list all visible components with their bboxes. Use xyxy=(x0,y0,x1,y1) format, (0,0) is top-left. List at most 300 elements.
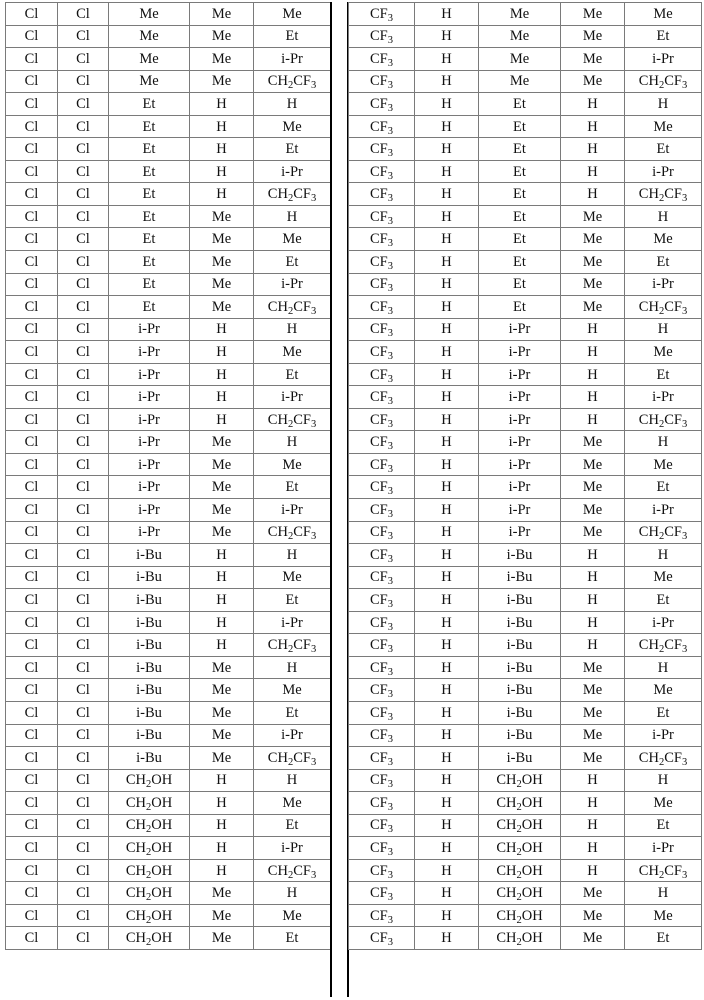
table-cell-r2: Cl xyxy=(58,3,109,26)
table-cell-r5: $CH_2CF_3$ xyxy=(254,634,331,657)
table-cell-r5: Me xyxy=(254,115,331,138)
table-cell-r2: Cl xyxy=(58,566,109,589)
table-cell-r2: Cl xyxy=(58,183,109,206)
table-cell-r1: Cl xyxy=(6,814,58,837)
table-cell-r3: Et xyxy=(109,160,190,183)
table-divider-left xyxy=(330,2,332,997)
table-cell-r2: H xyxy=(415,408,479,431)
table-cell-r3: i-Pr xyxy=(109,408,190,431)
table-row xyxy=(349,882,702,905)
table-cell-r5: H xyxy=(254,544,331,567)
table-cell-r3: i-Pr xyxy=(479,499,561,522)
table-cell-r1: Cl xyxy=(6,25,58,48)
table-cell-r1: $CF_3$ xyxy=(349,138,415,161)
table-cell-r4: H xyxy=(190,183,254,206)
table-cell-r5: i-Pr xyxy=(625,48,702,71)
table-cell-r2: Cl xyxy=(58,589,109,612)
table-cell-r2: H xyxy=(415,251,479,274)
table-cell-r1: Cl xyxy=(6,160,58,183)
table-cell-r1: $CF_3$ xyxy=(349,927,415,950)
table-cell-r2: H xyxy=(415,476,479,499)
table-cell-r2: Cl xyxy=(58,792,109,815)
table-cell-r3: Et xyxy=(109,115,190,138)
table-cell-r1: $CF_3$ xyxy=(349,228,415,251)
table-cell-r2: H xyxy=(415,48,479,71)
table-cell-r5: Me xyxy=(625,341,702,364)
table-cell-r4: H xyxy=(561,160,625,183)
table-cell-r5: $CH_2CF_3$ xyxy=(625,859,702,882)
table-cell-r3: i-Bu xyxy=(479,656,561,679)
table-cell-r1: Cl xyxy=(6,882,58,905)
table-row xyxy=(6,634,331,657)
table-cell-r3: $CH_2OH$ xyxy=(479,769,561,792)
table-cell-r5: Me xyxy=(254,453,331,476)
table-cell-r5: i-Pr xyxy=(625,611,702,634)
table-cell-r5: i-Pr xyxy=(625,386,702,409)
table-cell-r3: Et xyxy=(479,115,561,138)
table-cell-r2: Cl xyxy=(58,251,109,274)
table-cell-r2: Cl xyxy=(58,431,109,454)
table-cell-r5: Et xyxy=(254,363,331,386)
table-cell-r2: H xyxy=(415,499,479,522)
table-cell-r5: Et xyxy=(254,476,331,499)
table-cell-r5: $CH_2CF_3$ xyxy=(625,408,702,431)
table-cell-r3: Et xyxy=(109,228,190,251)
table-cell-r2: Cl xyxy=(58,747,109,770)
table-cell-r2: H xyxy=(415,634,479,657)
table-cell-r5: Me xyxy=(625,3,702,26)
table-cell-r1: Cl xyxy=(6,386,58,409)
table-cell-r1: $CF_3$ xyxy=(349,25,415,48)
table-row xyxy=(349,792,702,815)
table-cell-r1: Cl xyxy=(6,656,58,679)
table-row xyxy=(349,747,702,770)
table-cell-r5: Me xyxy=(625,566,702,589)
table-cell-r1: Cl xyxy=(6,363,58,386)
table-row xyxy=(349,408,702,431)
substituent-table-right xyxy=(348,2,702,950)
table-cell-r1: Cl xyxy=(6,611,58,634)
table-cell-r5: H xyxy=(254,205,331,228)
table-cell-r4: H xyxy=(190,566,254,589)
table-cell-r2: H xyxy=(415,386,479,409)
table-cell-r5: Et xyxy=(254,251,331,274)
table-row xyxy=(349,499,702,522)
table-cell-r1: Cl xyxy=(6,634,58,657)
table-row xyxy=(349,318,702,341)
table-row xyxy=(6,318,331,341)
table-cell-r1: $CF_3$ xyxy=(349,70,415,93)
table-cell-r1: Cl xyxy=(6,589,58,612)
table-cell-r2: H xyxy=(415,3,479,26)
table-cell-r1: $CF_3$ xyxy=(349,318,415,341)
table-cell-r4: Me xyxy=(190,431,254,454)
table-cell-r5: H xyxy=(625,544,702,567)
table-cell-r3: i-Pr xyxy=(479,476,561,499)
table-cell-r5: H xyxy=(254,882,331,905)
table-row xyxy=(6,205,331,228)
table-cell-r5: i-Pr xyxy=(625,837,702,860)
table-row xyxy=(349,93,702,116)
table-cell-r3: $CH_2OH$ xyxy=(479,792,561,815)
table-cell-r3: $CH_2OH$ xyxy=(109,837,190,860)
table-row xyxy=(6,93,331,116)
table-cell-r3: $CH_2OH$ xyxy=(479,859,561,882)
table-row xyxy=(349,386,702,409)
table-cell-r3: Me xyxy=(109,70,190,93)
table-cell-r1: Cl xyxy=(6,48,58,71)
table-cell-r5: i-Pr xyxy=(625,499,702,522)
table-cell-r4: H xyxy=(190,792,254,815)
table-cell-r4: H xyxy=(561,837,625,860)
table-row xyxy=(6,656,331,679)
table-cell-r1: Cl xyxy=(6,251,58,274)
table-row xyxy=(6,769,331,792)
table-cell-r4: Me xyxy=(190,251,254,274)
table-cell-r5: Et xyxy=(625,589,702,612)
table-cell-r1: Cl xyxy=(6,769,58,792)
table-cell-r3: i-Pr xyxy=(109,476,190,499)
table-row xyxy=(6,115,331,138)
table-cell-r4: H xyxy=(561,589,625,612)
table-row xyxy=(6,453,331,476)
table-row xyxy=(349,521,702,544)
table-row xyxy=(349,724,702,747)
table-cell-r3: Et xyxy=(479,296,561,319)
table-cell-r3: Et xyxy=(479,183,561,206)
table-row xyxy=(349,837,702,860)
table-cell-r1: $CF_3$ xyxy=(349,160,415,183)
table-row xyxy=(349,138,702,161)
table-cell-r4: Me xyxy=(190,747,254,770)
table-cell-r2: Cl xyxy=(58,837,109,860)
table-cell-r5: Et xyxy=(254,25,331,48)
table-cell-r2: H xyxy=(415,724,479,747)
table-row xyxy=(349,611,702,634)
table-row xyxy=(349,183,702,206)
table-cell-r3: i-Pr xyxy=(479,431,561,454)
table-row xyxy=(6,814,331,837)
table-cell-r2: H xyxy=(415,792,479,815)
table-cell-r1: $CF_3$ xyxy=(349,814,415,837)
table-cell-r5: Et xyxy=(625,25,702,48)
table-cell-r3: i-Pr xyxy=(109,431,190,454)
table-cell-r1: $CF_3$ xyxy=(349,431,415,454)
table-row xyxy=(6,724,331,747)
table-cell-r2: H xyxy=(415,453,479,476)
table-cell-r2: H xyxy=(415,296,479,319)
table-cell-r3: Et xyxy=(109,251,190,274)
table-cell-r5: Me xyxy=(254,3,331,26)
table-cell-r2: H xyxy=(415,589,479,612)
table-cell-r4: Me xyxy=(561,273,625,296)
table-cell-r4: H xyxy=(561,408,625,431)
table-cell-r4: H xyxy=(561,386,625,409)
table-row xyxy=(349,566,702,589)
table-cell-r1: Cl xyxy=(6,701,58,724)
table-cell-r3: i-Pr xyxy=(479,521,561,544)
table-cell-r3: Et xyxy=(479,228,561,251)
table-row xyxy=(349,904,702,927)
table-cell-r2: H xyxy=(415,138,479,161)
table-cell-r4: Me xyxy=(190,205,254,228)
table-cell-r3: i-Bu xyxy=(479,589,561,612)
table-cell-r2: H xyxy=(415,882,479,905)
table-cell-r1: $CF_3$ xyxy=(349,476,415,499)
table-cell-r5: H xyxy=(254,318,331,341)
table-cell-r2: Cl xyxy=(58,48,109,71)
table-cell-r4: Me xyxy=(561,25,625,48)
table-cell-r2: Cl xyxy=(58,273,109,296)
table-cell-r2: Cl xyxy=(58,701,109,724)
table-cell-r5: Me xyxy=(625,453,702,476)
table-cell-r5: $CH_2CF_3$ xyxy=(625,70,702,93)
table-cell-r4: H xyxy=(561,341,625,364)
table-row xyxy=(349,3,702,26)
table-row xyxy=(349,363,702,386)
table-cell-r3: i-Pr xyxy=(109,363,190,386)
table-row xyxy=(349,544,702,567)
table-cell-r3: i-Bu xyxy=(109,611,190,634)
table-cell-r3: $CH_2OH$ xyxy=(479,904,561,927)
table-cell-r2: H xyxy=(415,93,479,116)
table-cell-r2: H xyxy=(415,70,479,93)
table-cell-r4: Me xyxy=(190,521,254,544)
table-cell-r3: i-Pr xyxy=(109,453,190,476)
table-cell-r2: Cl xyxy=(58,408,109,431)
table-cell-r1: Cl xyxy=(6,115,58,138)
table-cell-r4: H xyxy=(561,769,625,792)
table-cell-r5: $CH_2CF_3$ xyxy=(254,408,331,431)
table-cell-r2: Cl xyxy=(58,386,109,409)
table-cell-r4: Me xyxy=(561,251,625,274)
table-cell-r3: $CH_2OH$ xyxy=(479,927,561,950)
table-cell-r1: $CF_3$ xyxy=(349,679,415,702)
table-cell-r2: Cl xyxy=(58,476,109,499)
table-cell-r5: H xyxy=(625,656,702,679)
table-cell-r5: i-Pr xyxy=(254,160,331,183)
table-row xyxy=(6,341,331,364)
table-cell-r2: Cl xyxy=(58,453,109,476)
table-row xyxy=(6,48,331,71)
table-cell-r5: Me xyxy=(254,904,331,927)
table-cell-r1: Cl xyxy=(6,318,58,341)
table-cell-r3: i-Bu xyxy=(109,544,190,567)
table-cell-r1: $CF_3$ xyxy=(349,837,415,860)
table-cell-r1: Cl xyxy=(6,521,58,544)
table-cell-r4: Me xyxy=(561,747,625,770)
table-cell-r3: i-Pr xyxy=(479,363,561,386)
table-cell-r1: $CF_3$ xyxy=(349,904,415,927)
table-cell-r4: Me xyxy=(190,228,254,251)
table-cell-r5: Et xyxy=(254,814,331,837)
table-cell-r4: Me xyxy=(561,724,625,747)
table-row xyxy=(6,859,331,882)
table-row xyxy=(6,747,331,770)
table-cell-r1: $CF_3$ xyxy=(349,408,415,431)
table-cell-r5: Et xyxy=(254,927,331,950)
table-cell-r2: H xyxy=(415,679,479,702)
table-cell-r1: $CF_3$ xyxy=(349,453,415,476)
table-cell-r3: Me xyxy=(109,48,190,71)
table-cell-r2: Cl xyxy=(58,544,109,567)
table-cell-r3: Et xyxy=(109,296,190,319)
table-cell-r2: H xyxy=(415,363,479,386)
table-row xyxy=(6,3,331,26)
table-cell-r5: Me xyxy=(254,341,331,364)
table-cell-r5: $CH_2CF_3$ xyxy=(254,183,331,206)
table-cell-r3: Et xyxy=(479,273,561,296)
table-cell-r4: H xyxy=(190,115,254,138)
table-cell-r2: Cl xyxy=(58,679,109,702)
table-cell-r2: H xyxy=(415,115,479,138)
table-cell-r5: Et xyxy=(625,363,702,386)
table-cell-r1: Cl xyxy=(6,183,58,206)
table-cell-r1: $CF_3$ xyxy=(349,296,415,319)
table-row xyxy=(6,521,331,544)
table-cell-r5: $CH_2CF_3$ xyxy=(254,70,331,93)
table-cell-r1: $CF_3$ xyxy=(349,724,415,747)
table-cell-r1: $CF_3$ xyxy=(349,566,415,589)
table-cell-r4: Me xyxy=(190,476,254,499)
table-cell-r3: i-Bu xyxy=(109,701,190,724)
table-cell-r5: Et xyxy=(625,138,702,161)
table-cell-r5: Et xyxy=(254,701,331,724)
table-cell-r3: Me xyxy=(479,3,561,26)
table-cell-r2: H xyxy=(415,544,479,567)
table-cell-r1: Cl xyxy=(6,679,58,702)
table-cell-r2: H xyxy=(415,927,479,950)
table-row xyxy=(349,205,702,228)
table-row xyxy=(349,228,702,251)
table-cell-r5: H xyxy=(254,93,331,116)
table-cell-r1: $CF_3$ xyxy=(349,93,415,116)
table-cell-r4: H xyxy=(561,859,625,882)
table-cell-r4: H xyxy=(190,769,254,792)
table-cell-r3: Et xyxy=(109,138,190,161)
table-row xyxy=(349,589,702,612)
table-cell-r5: Et xyxy=(625,814,702,837)
table-cell-r1: $CF_3$ xyxy=(349,701,415,724)
table-row xyxy=(349,273,702,296)
table-row xyxy=(6,408,331,431)
table-cell-r5: Et xyxy=(625,476,702,499)
table-cell-r3: Me xyxy=(109,3,190,26)
table-cell-r5: i-Pr xyxy=(625,273,702,296)
table-cell-r5: Me xyxy=(625,115,702,138)
table-cell-r4: H xyxy=(190,363,254,386)
table-row xyxy=(349,341,702,364)
table-cell-r1: Cl xyxy=(6,3,58,26)
table-cell-r2: Cl xyxy=(58,205,109,228)
table-cell-r3: i-Bu xyxy=(479,747,561,770)
table-row xyxy=(349,701,702,724)
table-cell-r3: i-Bu xyxy=(479,701,561,724)
table-cell-r3: i-Pr xyxy=(479,318,561,341)
table-row xyxy=(6,837,331,860)
table-row xyxy=(6,499,331,522)
table-row xyxy=(6,792,331,815)
table-cell-r3: $CH_2OH$ xyxy=(109,814,190,837)
table-row xyxy=(349,859,702,882)
table-cell-r3: $CH_2OH$ xyxy=(109,927,190,950)
table-cell-r3: $CH_2OH$ xyxy=(109,792,190,815)
table-cell-r4: H xyxy=(190,408,254,431)
table-row xyxy=(349,476,702,499)
table-cell-r4: Me xyxy=(561,476,625,499)
table-cell-r4: H xyxy=(561,792,625,815)
table-cell-r5: i-Pr xyxy=(254,273,331,296)
table-cell-r1: Cl xyxy=(6,859,58,882)
table-cell-r1: $CF_3$ xyxy=(349,115,415,138)
table-cell-r4: Me xyxy=(561,499,625,522)
table-cell-r4: H xyxy=(561,183,625,206)
table-cell-r3: $CH_2OH$ xyxy=(479,882,561,905)
table-cell-r1: Cl xyxy=(6,927,58,950)
table-cell-r5: $CH_2CF_3$ xyxy=(254,521,331,544)
table-cell-r4: Me xyxy=(190,904,254,927)
table-cell-r5: i-Pr xyxy=(254,724,331,747)
table-cell-r2: H xyxy=(415,814,479,837)
table-cell-r1: $CF_3$ xyxy=(349,656,415,679)
table-cell-r3: i-Pr xyxy=(479,386,561,409)
table-cell-r2: H xyxy=(415,566,479,589)
table-row xyxy=(6,611,331,634)
table-cell-r1: Cl xyxy=(6,453,58,476)
table-cell-r1: Cl xyxy=(6,296,58,319)
table-cell-r1: $CF_3$ xyxy=(349,273,415,296)
table-cell-r5: H xyxy=(625,769,702,792)
table-cell-r5: H xyxy=(254,656,331,679)
table-cell-r4: Me xyxy=(561,904,625,927)
table-cell-r3: Et xyxy=(109,183,190,206)
table-cell-r3: i-Pr xyxy=(479,453,561,476)
table-cell-r4: H xyxy=(561,634,625,657)
table-cell-r4: Me xyxy=(561,228,625,251)
table-cell-r2: Cl xyxy=(58,70,109,93)
table-cell-r4: H xyxy=(190,138,254,161)
table-cell-r4: Me xyxy=(190,927,254,950)
table-cell-r3: i-Bu xyxy=(109,589,190,612)
table-cell-r4: H xyxy=(190,93,254,116)
table-cell-r5: Me xyxy=(254,228,331,251)
table-cell-r1: $CF_3$ xyxy=(349,386,415,409)
table-cell-r4: Me xyxy=(561,296,625,319)
table-cell-r4: Me xyxy=(190,70,254,93)
table-row xyxy=(6,904,331,927)
table-cell-r1: Cl xyxy=(6,408,58,431)
substituent-table-left xyxy=(5,2,331,950)
table-cell-r4: Me xyxy=(561,927,625,950)
table-cell-r4: H xyxy=(561,138,625,161)
table-cell-r2: H xyxy=(415,747,479,770)
table-cell-r5: Me xyxy=(254,679,331,702)
table-row xyxy=(349,251,702,274)
table-cell-r1: Cl xyxy=(6,273,58,296)
table-cell-r4: H xyxy=(190,611,254,634)
table-cell-r3: i-Bu xyxy=(109,724,190,747)
table-cell-r2: H xyxy=(415,25,479,48)
table-cell-r4: H xyxy=(561,611,625,634)
table-row xyxy=(6,386,331,409)
table-cell-r1: Cl xyxy=(6,93,58,116)
table-cell-r2: H xyxy=(415,205,479,228)
table-cell-r1: $CF_3$ xyxy=(349,634,415,657)
table-cell-r4: Me xyxy=(190,48,254,71)
table-cell-r2: H xyxy=(415,521,479,544)
table-cell-r3: $CH_2OH$ xyxy=(109,882,190,905)
table-cell-r1: Cl xyxy=(6,837,58,860)
